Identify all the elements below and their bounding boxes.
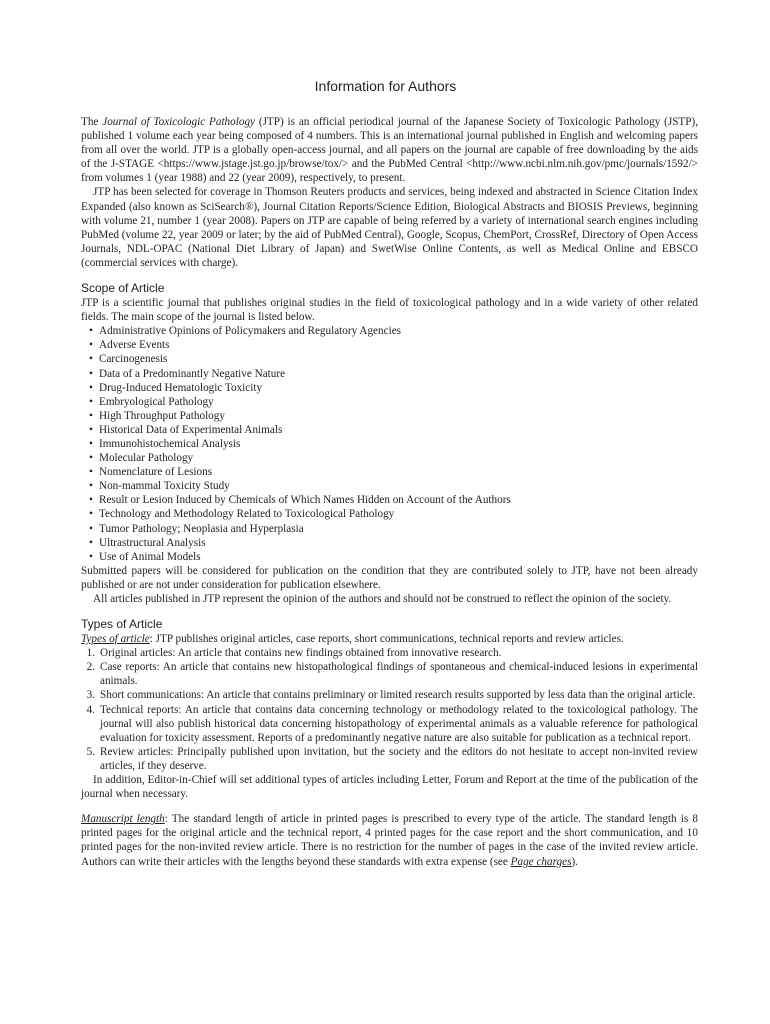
type-number: 2. [86, 661, 95, 674]
spacer [81, 801, 698, 812]
scope-item: • Tumor Pathology; Neoplasia and Hyperplasia [89, 522, 698, 536]
type-item [81, 646, 698, 660]
manuscript-length-label: Manuscript length [81, 813, 165, 826]
scope-item: • Ultrastructural Analysis [89, 536, 698, 550]
type-number: 5. [86, 745, 95, 758]
type-item [81, 688, 698, 702]
page-title: Information for Authors [314, 78, 457, 94]
type-text: Technical reports: An article that contains data concerning technology or methodology related to the toxicological pathology. The journal will also publish historical data concerning histopathology of experimental animals as a valuable reference for pathological evaluation for toxicity assessment. Reports of a predominantly negative nature are also suitable for publication as a technical report. [100, 703, 698, 744]
scope-condition: Submitted papers will be considered for publication on the condition that they are contributed solely to JTP, have not been already published or are not under consideration for publication elsewhere. [81, 564, 698, 591]
type-number: 1. [86, 647, 95, 660]
scope-item: • Adverse Events [89, 338, 698, 352]
journal-name: Journal of Toxicologic Pathology [102, 116, 256, 128]
types-heading: Types of Article [81, 617, 163, 632]
manuscript-length-paragraph [81, 812, 698, 868]
scope-heading: Scope of Article [81, 281, 165, 296]
types-list [81, 646, 698, 773]
scope-item: • Carcinogenesis [89, 352, 698, 366]
manuscript-length-end: ). [571, 855, 578, 868]
scope-item: • Immunohistochemical Analysis [89, 437, 698, 451]
types-lead-text: : JTP publishes original articles, case reports, short communications, technical reports and review articles. [149, 633, 624, 646]
type-text: Short communications: An article that contains preliminary or limited research results supported by less data than the original article. [100, 689, 696, 702]
type-item [81, 660, 698, 688]
intro-paragraph-1 [81, 115, 698, 185]
type-text: Case reports: An article that contains new histopathological findings of spontaneous and chemical-induced lesions in experimental animals. [100, 661, 698, 688]
scope-lead: JTP is a scientific journal that publishes original studies in the field of toxicological pathology and in a wide variety of other related fields. The main scope of the journal is listed below. [81, 297, 698, 324]
type-item [81, 745, 698, 773]
type-text: Original articles: An article that contains new findings obtained from innovative research. [100, 647, 502, 660]
scope-item: • Data of a Predominantly Negative Nature [89, 367, 698, 381]
scope-item: • Technology and Methodology Related to Toxicological Pathology [89, 507, 698, 521]
scope-item: • Historical Data of Experimental Animals [89, 423, 698, 437]
intro-paragraph-2: JTP has been selected for coverage in Thomson Reuters products and services, being indexed and abstracted in Science Citation Index Expanded (also known as SciSearch®), Journal Citation Reports/Science Edition, Biological Abstracts and BIOSIS Previews, beginning with volume 21, number 1 (year 2008). Papers on JTP are capable of being referred by a variety of international search engines including PubMed (volume 22, year 2009 or later; by the aid of PubMed Central), Google, Scopus, ChemPort, CrossRef, Directory of Open Access Journals, NDL-OPAC (National Diet Library of Japan) and SwetWise Online Contents, as well as Medical Online and EBSCO (commercial services with charge). [81, 186, 698, 269]
types-lead [81, 632, 698, 646]
scope-item: • Non-mammal Toxicity Study [89, 479, 698, 493]
scope-item: • Drug-Induced Hematologic Toxicity [89, 381, 698, 395]
types-label: Types of article [81, 633, 150, 646]
scope-item: • Embryological Pathology [89, 395, 698, 409]
intro-p1-start: The [81, 116, 103, 128]
intro-p1-body: (JTP) is an official periodical journal of the Japanese Society of Toxicologic Pathology (JSTP), published 1 volume each year being composed of 4 numbers. This is an international journal published in English and welcoming papers from all over the world. JTP is a globally open-access journal, and all papers on the journal are capable of free downloading by the aids of the J-STAGE <https://www.jstage.jst.go.jp/browse/tox/> and the PubMed Central <http://www.ncbi.nlm.nih.gov/pmc/journals/1592/> from volumes 1 (year 1988) and 22 (year 2009), respectively, to present. [81, 116, 699, 185]
scope-item: • Molecular Pathology [89, 451, 698, 465]
scope-item: • Administrative Opinions of Policymakers and Regulatory Agencies [89, 324, 698, 338]
type-number: 4. [86, 703, 95, 716]
type-text: Review articles: Principally published upon invitation, but the society and the editors do not hesitate to accept non-invited review articles, if they deserve. [100, 745, 698, 772]
scope-list [81, 324, 698, 564]
scope-item: • Result or Lesion Induced by Chemicals of Which Names Hidden on Account of the Authors [89, 493, 698, 507]
scope-item: • Nomenclature of Lesions [89, 465, 698, 479]
type-number: 3. [86, 689, 95, 702]
manuscript-length-text: : The standard length of article in printed pages is prescribed to every type of the article. The standard length is 8 printed pages for the original article and the technical report, 4 printed pages for the case report and the short communication, and 10 printed pages for the non-invited review article. There is no restriction for the number of pages in the case of the invited review article. Authors can write their articles with the lengths beyond these standards with extra expense (see [81, 813, 698, 868]
page-charges-link[interactable]: Page charges [510, 855, 572, 868]
scope-opinion: All articles published in JTP represent the opinion of the authors and should not be construed to reflect the opinion of the society. [93, 593, 672, 605]
types-addition: In addition, Editor-in-Chief will set additional types of articles including Letter, Forum and Report at the time of the publication of the journal when necessary. [81, 774, 698, 801]
type-item [81, 703, 698, 745]
scope-item: • Use of Animal Models [89, 550, 698, 564]
scope-item: • High Throughput Pathology [89, 409, 698, 423]
